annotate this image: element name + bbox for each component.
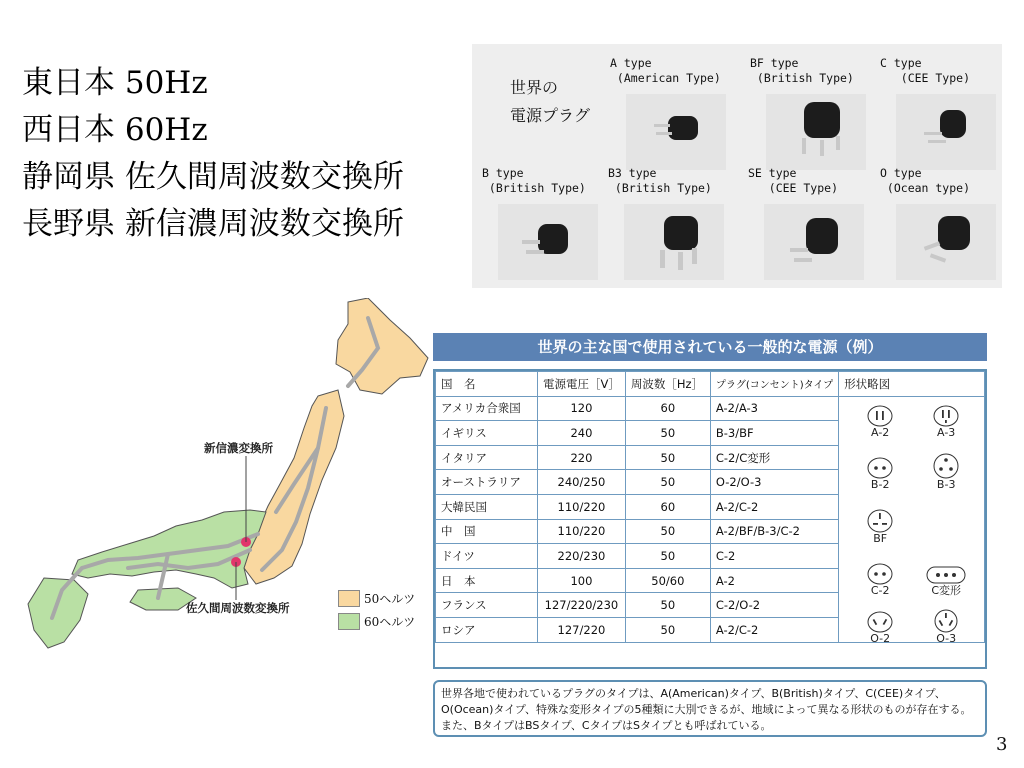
header-voltage: 電源電圧［V］: [538, 372, 626, 397]
plug-shape-o2-icon: [867, 611, 893, 633]
shape-o2: [850, 611, 910, 645]
legend-swatch-60hz: [338, 613, 360, 630]
plug-o-type: [880, 166, 1010, 284]
shape-label: C変形: [931, 584, 962, 598]
cell-plug: C-2: [710, 544, 838, 569]
plug-c-type: [880, 56, 1010, 174]
cell-voltage: 100: [538, 568, 626, 593]
plug-label: BF type (British Type): [750, 56, 854, 85]
heading-line-shinshinano: 長野県 新信濃周波数交換所: [22, 206, 404, 242]
plug-a-icon: [626, 94, 726, 170]
plug-se-icon: [764, 204, 864, 280]
map-legend: [338, 590, 415, 636]
plug-shape-a2-icon: [867, 405, 893, 427]
cell-voltage: 127/220: [538, 617, 626, 642]
shape-label: O-3: [936, 632, 957, 646]
cell-voltage: 120: [538, 396, 626, 421]
table-row: [436, 396, 985, 421]
plug-shape-bf-icon: [867, 509, 893, 533]
shape-label: O-2: [870, 632, 891, 646]
cell-plug: A-2/C-2: [710, 617, 838, 642]
plug-label: C type (CEE Type): [880, 56, 971, 85]
sakuma-label: 佐久間周波数変換所: [186, 601, 290, 615]
cell-country: 大韓民国: [436, 494, 538, 519]
plug-a-type: [610, 56, 740, 174]
shape-label: B-2: [870, 478, 890, 492]
shape-b2: [850, 457, 910, 491]
plug-label: O type (Ocean type): [880, 166, 971, 195]
cell-country: 中 国: [436, 519, 538, 544]
cell-frequency: 50: [625, 617, 710, 642]
table-title: 世界の主な国で使用されている一般的な電源（例）: [433, 333, 987, 361]
shape-diagrams: [844, 401, 979, 646]
header-country: 国 名: [436, 372, 538, 397]
cell-country: イギリス: [436, 421, 538, 446]
plug-o-icon: [896, 204, 996, 280]
plug-panel-title-line: 電源プラグ: [510, 106, 591, 125]
cell-frequency: 50: [625, 421, 710, 446]
plug-shape-c2-icon: [867, 563, 893, 585]
plug-bf-type: [750, 56, 880, 174]
plug-photo: [624, 204, 724, 280]
cell-plug: A-2: [710, 568, 838, 593]
plug-shape-a3-icon: [933, 405, 959, 427]
plug-shape-b3-icon: [933, 453, 959, 479]
heading-block: [22, 60, 404, 248]
shape-a3: [916, 405, 976, 439]
cell-frequency: 50: [625, 445, 710, 470]
legend-item-60hz: [338, 613, 415, 630]
cell-voltage: 127/220/230: [538, 593, 626, 618]
shape-diagrams-cell: [839, 396, 985, 646]
cell-voltage: 240/250: [538, 470, 626, 495]
shape-label: BF: [873, 532, 888, 546]
cell-country: イタリア: [436, 445, 538, 470]
shape-o3: [916, 609, 976, 645]
header-plug: プラグ(コンセント)タイプ: [710, 372, 838, 397]
plug-c-icon: [896, 94, 996, 170]
plug-photo-panel: [472, 44, 1002, 288]
legend-label-50hz: 50ヘルツ: [364, 592, 416, 606]
shape-label: B-3: [936, 478, 956, 492]
cell-country: 日 本: [436, 568, 538, 593]
header-shape: 形状略図: [839, 372, 985, 397]
cell-plug: A-2/A-3: [710, 396, 838, 421]
cell-frequency: 50: [625, 519, 710, 544]
legend-label-60hz: 60ヘルツ: [364, 615, 416, 629]
plug-bf-icon: [766, 94, 866, 170]
plug-label: A type (American Type): [610, 56, 721, 85]
plug-label: B type (British Type): [482, 166, 586, 195]
plug-photo: [896, 204, 996, 280]
shape-c-variant: [916, 565, 976, 597]
cell-frequency: 60: [625, 396, 710, 421]
cell-frequency: 60: [625, 494, 710, 519]
cell-plug: C-2/O-2: [710, 593, 838, 618]
cell-plug: A-2/C-2: [710, 494, 838, 519]
shape-c2: [850, 563, 910, 597]
cell-frequency: 50: [625, 593, 710, 618]
plug-photo: [764, 204, 864, 280]
plug-photo: [766, 94, 866, 170]
cell-frequency: 50: [625, 470, 710, 495]
plug-shape-c-variant-icon: [926, 565, 966, 585]
plug-b3-icon: [624, 204, 724, 280]
cell-country: アメリカ合衆国: [436, 396, 538, 421]
plug-shape-b2-icon: [867, 457, 893, 479]
cell-plug: A-2/BF/B-3/C-2: [710, 519, 838, 544]
plug-shape-o3-icon: [933, 609, 959, 633]
cell-country: フランス: [436, 593, 538, 618]
shape-label: A-3: [937, 426, 956, 440]
shinshinano-label: 新信濃変換所: [204, 441, 273, 455]
plug-label: B3 type (British Type): [608, 166, 712, 195]
page-number: 3: [996, 734, 1008, 755]
table-header-row: [436, 372, 985, 397]
shape-bf: [850, 509, 910, 545]
plug-b3-type: [608, 166, 738, 284]
power-table: [435, 371, 985, 646]
shape-label: C-2: [870, 584, 890, 598]
cell-country: ドイツ: [436, 544, 538, 569]
plug-types-note: 世界各地で使われているプラグのタイプは、A(American)タイプ、B(British)タイプ、C(CEE)タイプ、O(Ocean)タイプ、特殊な変形タイプの5種類に大別できるが、地域によって異なる形状のものが存在する。また、BタイプはBSタイプ、CタイプはSタイプとも呼ばれている。: [433, 680, 987, 737]
cell-voltage: 240: [538, 421, 626, 446]
plug-se-type: [748, 166, 878, 284]
heading-line-west: 西日本 60Hz: [22, 112, 208, 148]
legend-swatch-50hz: [338, 590, 360, 607]
legend-item-50hz: [338, 590, 415, 607]
cell-voltage: 220/230: [538, 544, 626, 569]
heading-line-sakuma: 静岡県 佐久間周波数交換所: [22, 159, 404, 195]
cell-country: オーストラリア: [436, 470, 538, 495]
plug-b-type: [482, 166, 612, 284]
cell-frequency: 50: [625, 544, 710, 569]
plug-label: SE type (CEE Type): [748, 166, 839, 195]
cell-country: ロシア: [436, 617, 538, 642]
plug-photo: [498, 204, 598, 280]
heading-line-east: 東日本 50Hz: [22, 65, 208, 101]
cell-frequency: 50/60: [625, 568, 710, 593]
cell-voltage: 110/220: [538, 494, 626, 519]
plug-b-icon: [498, 204, 598, 280]
shape-a2: [850, 405, 910, 439]
cell-voltage: 220: [538, 445, 626, 470]
shape-b3: [916, 453, 976, 491]
cell-plug: B-3/BF: [710, 421, 838, 446]
cell-plug: O-2/O-3: [710, 470, 838, 495]
cell-voltage: 110/220: [538, 519, 626, 544]
plug-photo: [896, 94, 996, 170]
plug-panel-title: [510, 74, 590, 130]
header-frequency: 周波数［Hz］: [625, 372, 710, 397]
cell-plug: C-2/C変形: [710, 445, 838, 470]
plug-photo: [626, 94, 726, 170]
plug-panel-title-line: 世界の: [510, 78, 559, 97]
shape-label: A-2: [871, 426, 890, 440]
